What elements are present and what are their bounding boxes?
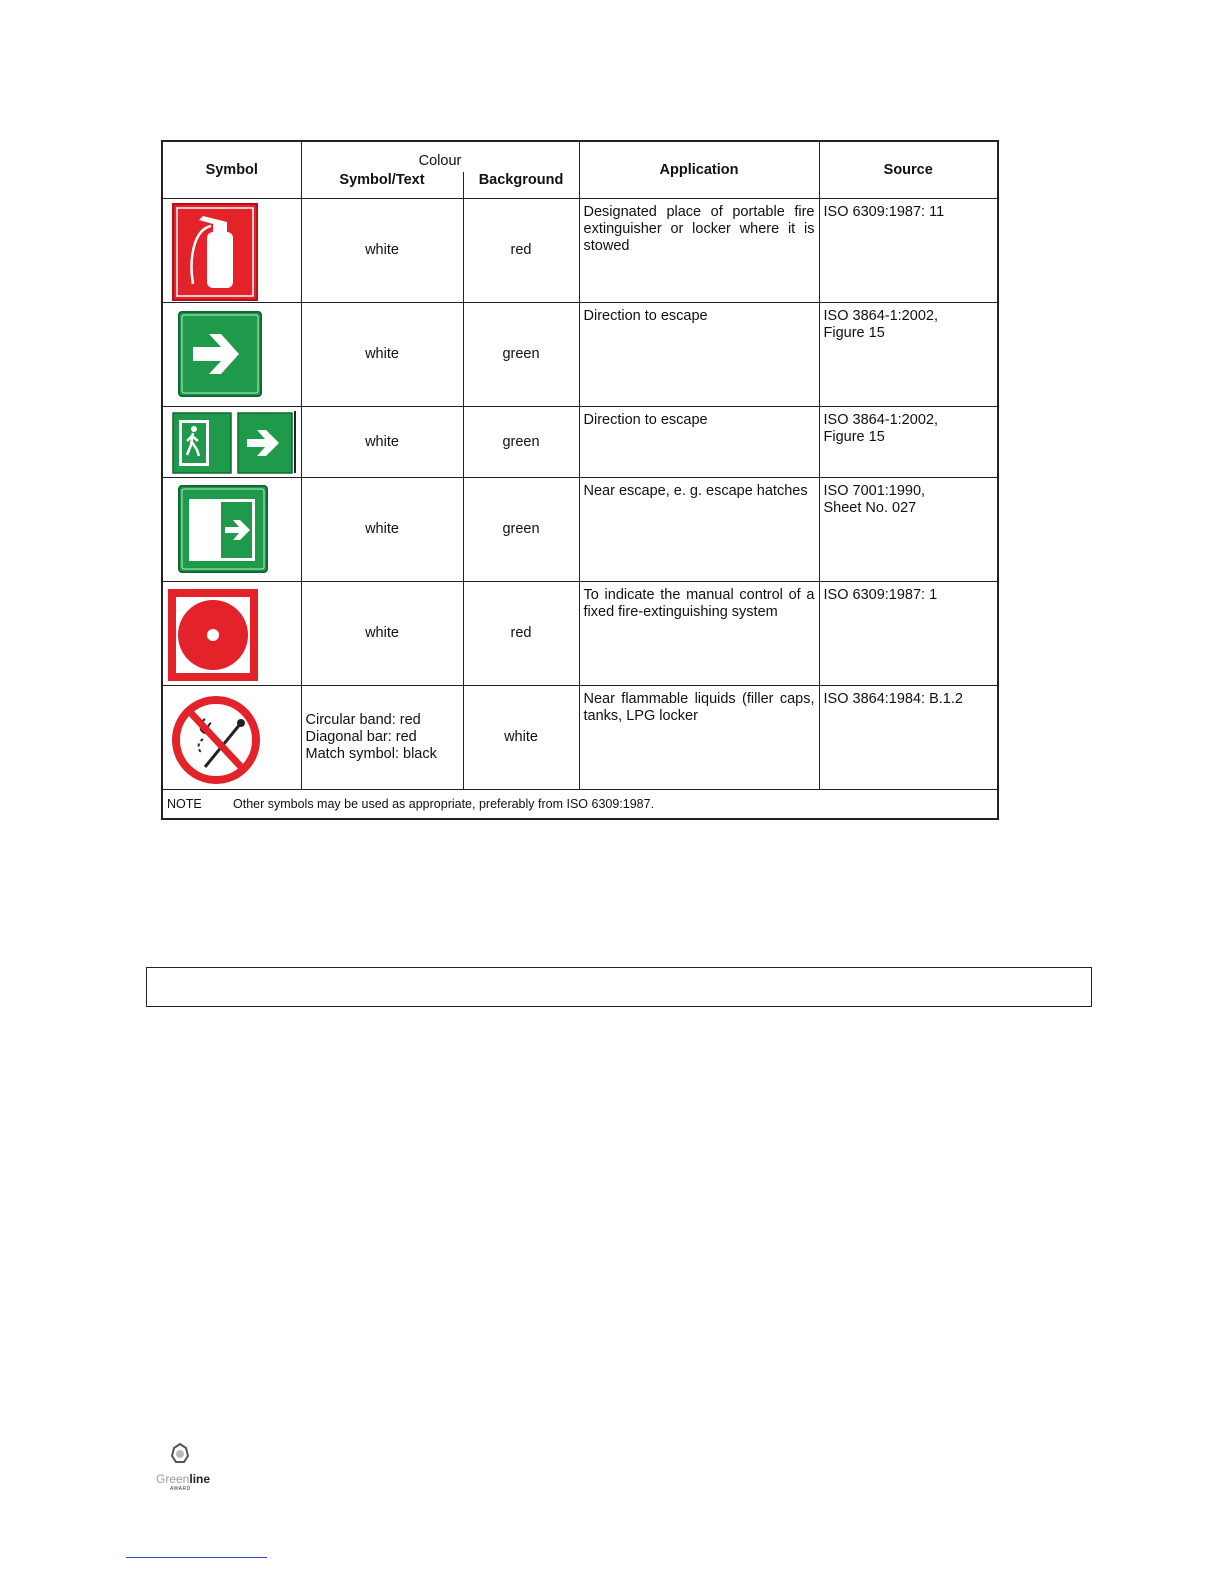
- escape-hatch-icon: [163, 479, 301, 581]
- fire-alarm-button-icon: [163, 583, 301, 685]
- symbol-text-cell: white: [301, 407, 463, 478]
- background-cell: white: [463, 686, 579, 790]
- note-text: Other symbols may be used as appropriate, preferably from ISO 6309:1987.: [233, 796, 655, 811]
- symbol-text-cell: white: [301, 199, 463, 303]
- source-line: Sheet No. 027: [823, 500, 917, 516]
- source-line: Figure 15: [823, 429, 885, 445]
- header-background: Background: [463, 172, 579, 199]
- empty-text-box: [146, 967, 1092, 1007]
- symbol-cell: [162, 582, 301, 686]
- note-cell: [162, 790, 998, 820]
- table-row: [162, 582, 998, 686]
- application-cell: To indicate the manual control of a fixed fire-extinguishing system: [579, 582, 819, 686]
- application-cell: Direction to escape: [579, 303, 819, 407]
- logo-subtitle: AWARD: [170, 1486, 191, 1492]
- source-line: ISO 7001:1990,: [823, 483, 926, 499]
- header-application: Application: [579, 141, 819, 199]
- logo-name-part1: Green: [156, 1472, 190, 1486]
- background-cell: green: [463, 303, 579, 407]
- table-row: [162, 478, 998, 582]
- application-cell: Designated place of portable fire extinguisher or locker where it is stowed: [579, 199, 819, 303]
- note-row: [162, 790, 998, 820]
- application-cell: Direction to escape: [579, 407, 819, 478]
- symbol-cell: [162, 199, 301, 303]
- source-cell: ISO 6309:1987: 11: [819, 199, 998, 303]
- colour-line: Diagonal bar: red: [305, 729, 417, 745]
- source-cell: ISO 6309:1987: 1: [819, 582, 998, 686]
- header-symbol-text: Symbol/Text: [301, 172, 463, 199]
- background-cell: green: [463, 478, 579, 582]
- symbol-text-cell: [301, 686, 463, 790]
- table-row: [162, 407, 998, 478]
- arrow-right-icon: [163, 304, 301, 406]
- footnote-separator: [126, 1557, 267, 1558]
- background-cell: red: [463, 582, 579, 686]
- header-source: Source: [819, 141, 998, 199]
- no-open-flame-icon: [163, 687, 301, 789]
- note-label: NOTE: [167, 796, 202, 811]
- symbol-cell: [162, 407, 301, 478]
- logo-wordmark: [156, 1472, 210, 1486]
- source-line: Figure 15: [823, 325, 885, 341]
- colour-line: Circular band: red: [305, 712, 421, 728]
- source-cell: [819, 407, 998, 478]
- table-row: [162, 303, 998, 407]
- source-line: ISO 3864-1:2002,: [823, 412, 938, 428]
- symbol-text-cell: white: [301, 303, 463, 407]
- symbol-text-cell: white: [301, 478, 463, 582]
- source-cell: [819, 478, 998, 582]
- header-colour: Colour: [301, 141, 579, 172]
- symbol-text-cell: white: [301, 582, 463, 686]
- application-cell: Near flammable liquids (filler caps, tanks, LPG locker: [579, 686, 819, 790]
- application-cell: Near escape, e. g. escape hatches: [579, 478, 819, 582]
- table-row: [162, 686, 998, 790]
- symbol-cell: [162, 686, 301, 790]
- table-row: [162, 199, 998, 303]
- background-cell: green: [463, 407, 579, 478]
- header-symbol: Symbol: [162, 141, 301, 199]
- source-line: ISO 3864-1:2002,: [823, 308, 938, 324]
- logo-name-part2: line: [189, 1472, 211, 1486]
- colour-line: Match symbol: black: [305, 746, 437, 762]
- running-person-exit-icon: [163, 408, 301, 476]
- source-cell: ISO 3864:1984: B.1.2: [819, 686, 998, 790]
- source-cell: [819, 303, 998, 407]
- background-cell: red: [463, 199, 579, 303]
- safety-signs-table: [161, 140, 999, 820]
- symbol-cell: [162, 478, 301, 582]
- fire-extinguisher-icon: [163, 200, 301, 302]
- symbol-cell: [162, 303, 301, 407]
